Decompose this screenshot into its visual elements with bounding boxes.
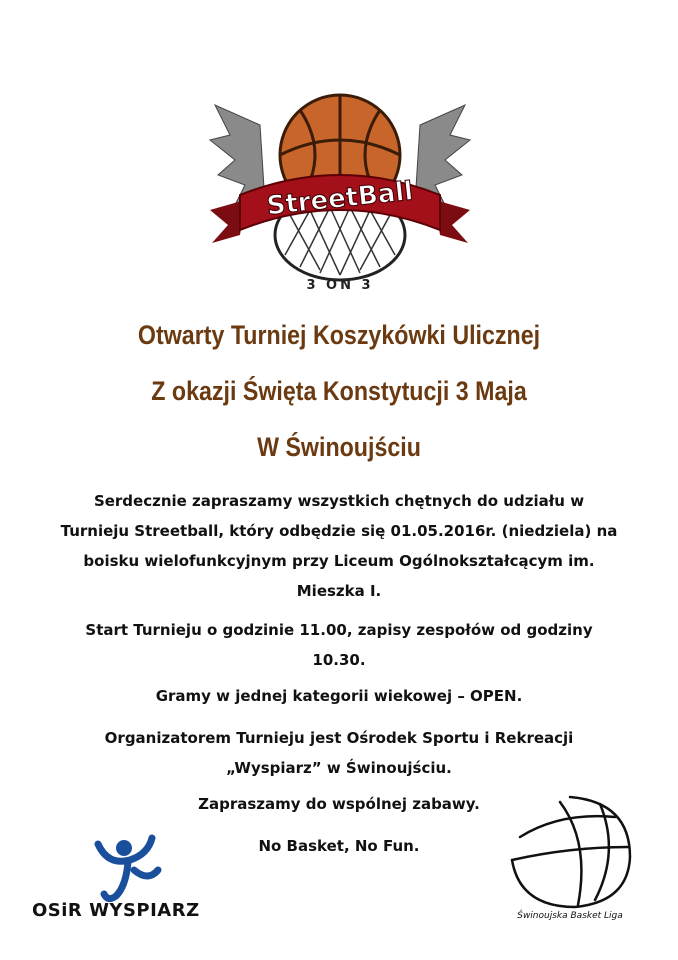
basketball-outline-icon <box>512 797 630 907</box>
banner-text: StreetBall <box>265 176 415 222</box>
headline-line-2: Z okazji Święta Konstytucji 3 Maja <box>151 376 527 406</box>
osir-logo-text: OSiR WYSPIARZ <box>32 900 200 921</box>
sbl-logo <box>500 792 640 912</box>
organizer-paragraph: Organizatorem Turnieju jest Ośrodek Sportu i Rekreacji „Wyspiarz” w Świnoujściu. <box>104 729 574 777</box>
slogan-paragraph: No Basket, No Fun. <box>258 837 420 855</box>
invitation-paragraph: Serdecznie zapraszamy wszystkich chętnych do udziału w Turnieju Streetball, który odbędzie się 01.05.2016r. (niedziela) na boisku wielofunkcyjnym przy Liceum Ogólnokształcącym im. Mieszka I. <box>60 492 618 600</box>
streetball-logo <box>200 85 480 295</box>
osir-figure-icon <box>98 838 158 899</box>
category-paragraph: Gramy w jednej kategorii wiekowej – OPEN. <box>155 687 523 705</box>
invite-fun-paragraph: Zapraszamy do wspólnej zabawy. <box>198 795 480 813</box>
logo-subtext: 3 ON 3 <box>306 278 374 293</box>
headline-line-3: W Świnoujściu <box>257 432 421 462</box>
start-time-paragraph: Start Turnieju o godzinie 11.00, zapisy zespołów od godziny 10.30. <box>85 621 593 669</box>
headline-line-1: Otwarty Turniej Koszykówki Ulicznej <box>137 320 541 350</box>
sbl-logo-text: Świnoujska Basket Liga <box>517 911 623 921</box>
